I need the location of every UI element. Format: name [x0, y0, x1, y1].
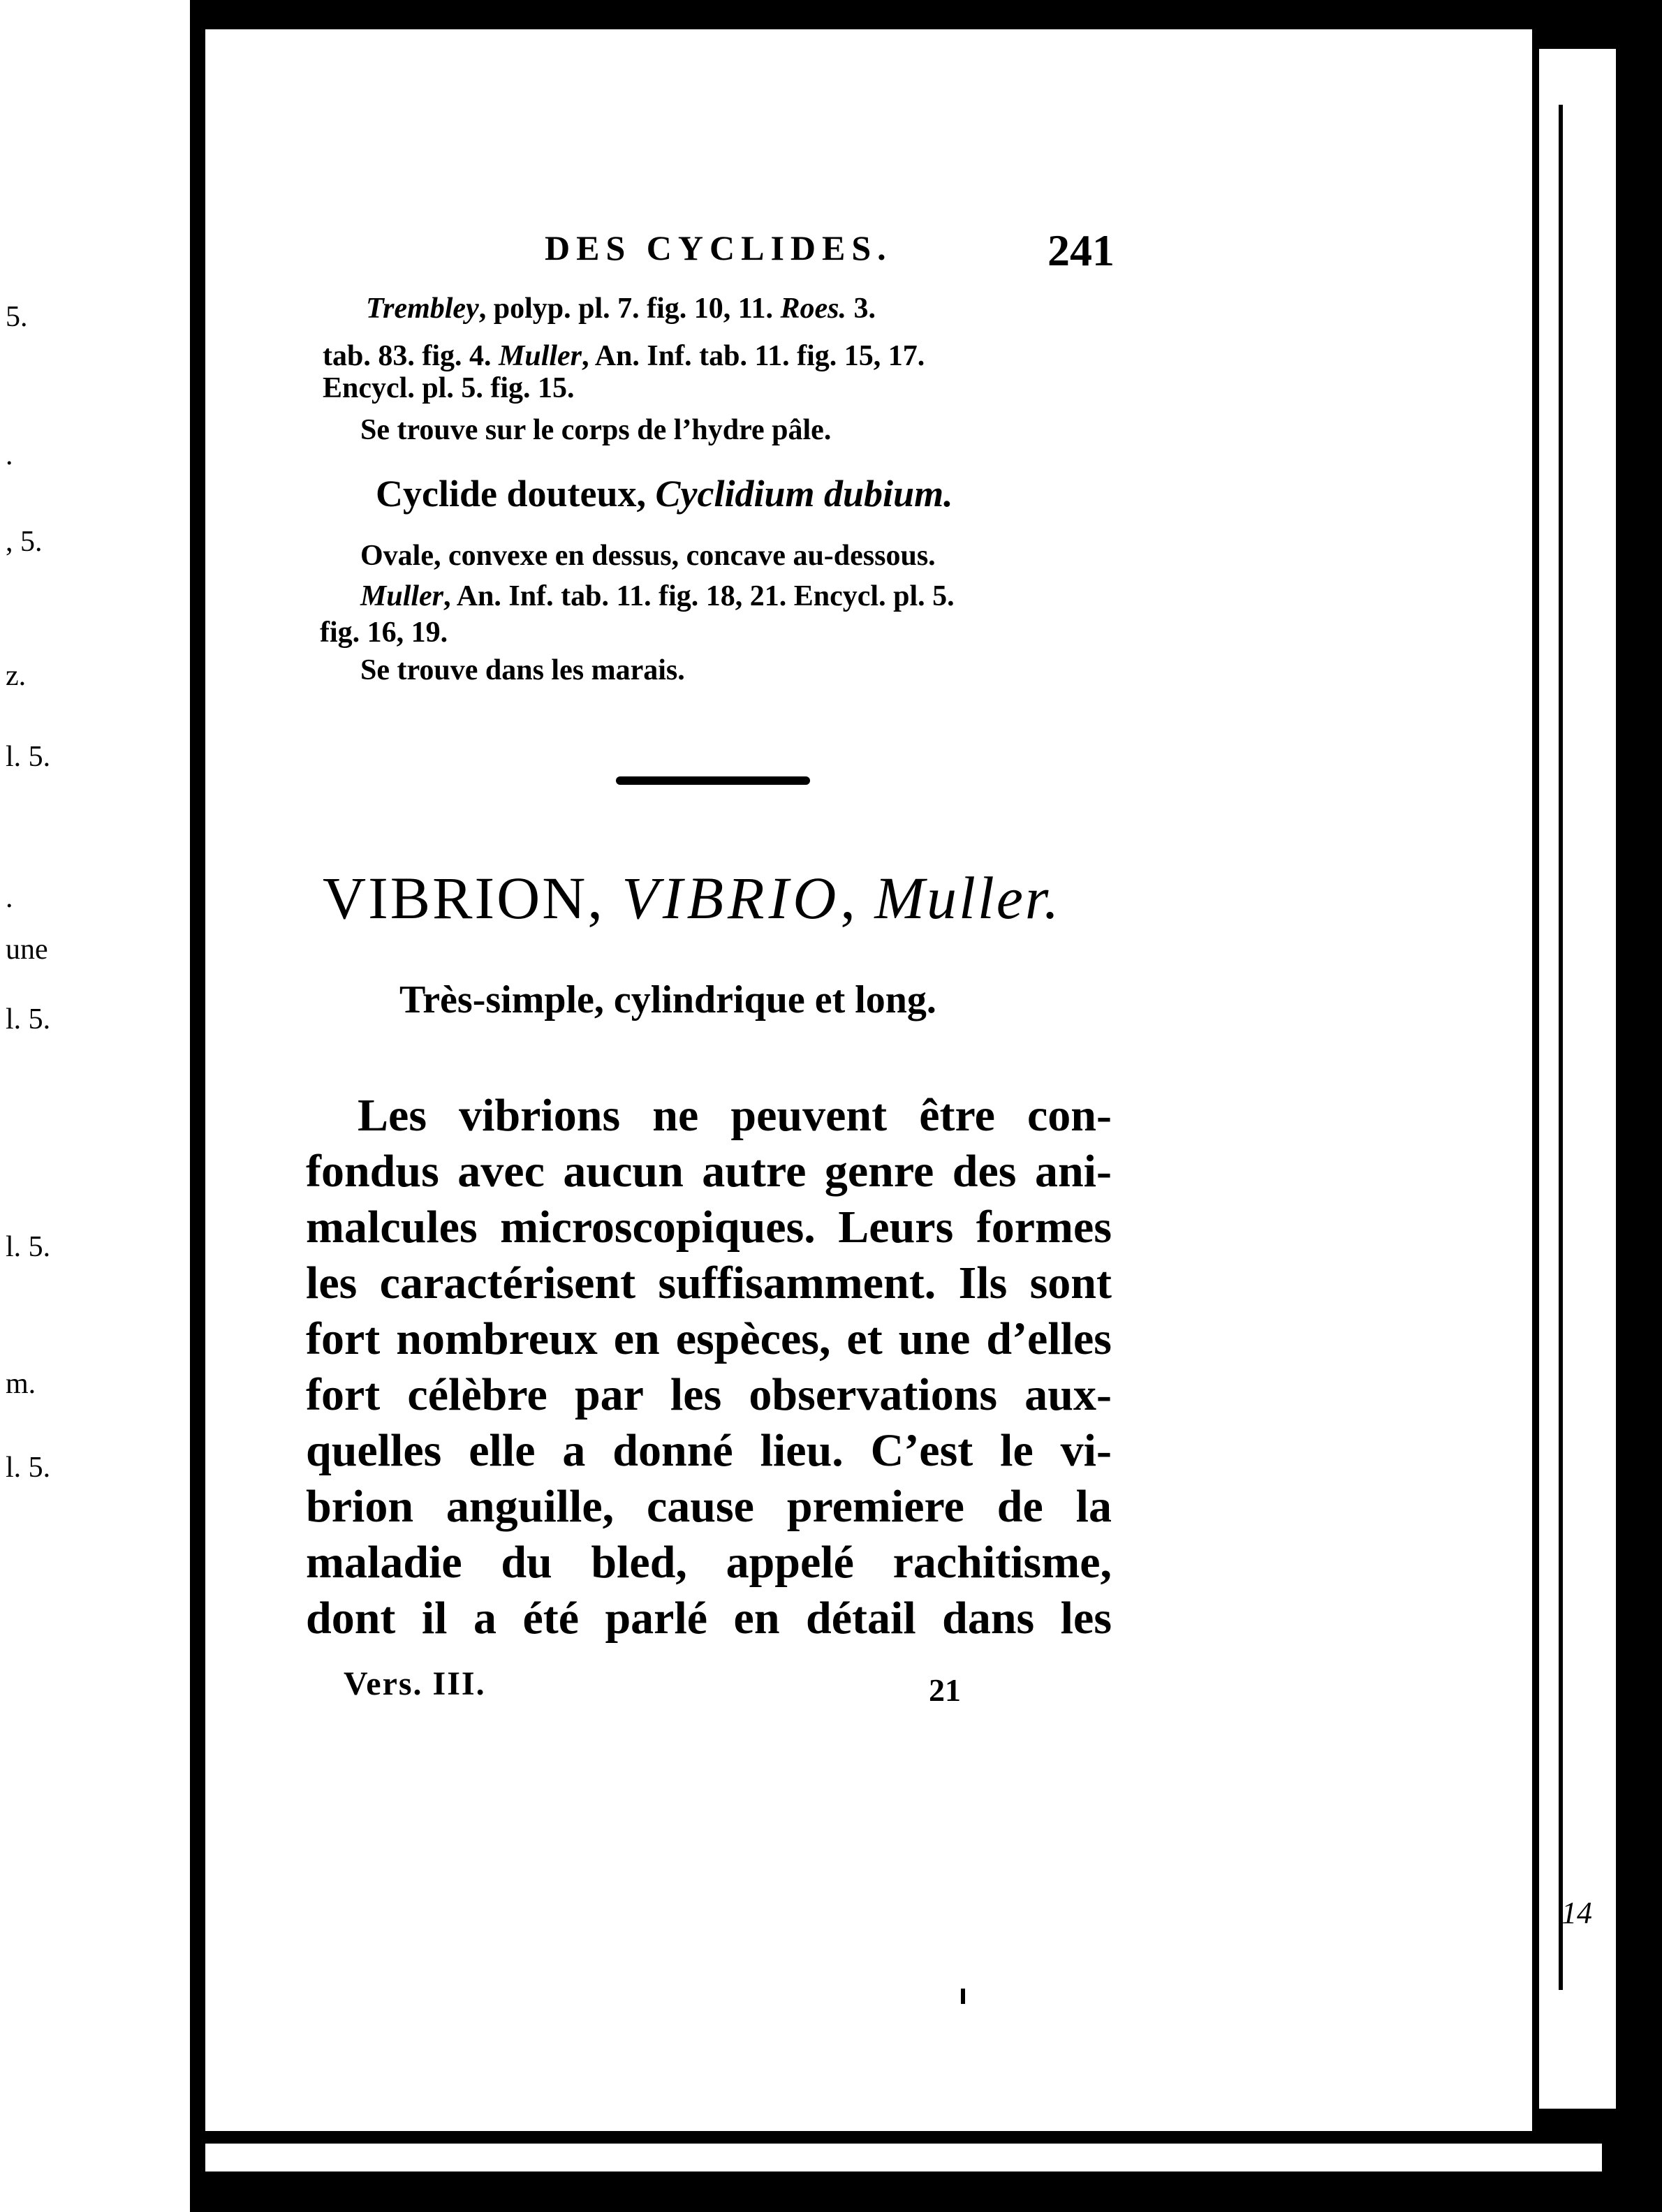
body-line: fort nombreux en espèces, et une d’elles	[306, 1313, 1112, 1364]
left-fragment: l. 5.	[6, 1003, 51, 1035]
species-description: Ovale, convexe en dessus, concave au-dessous.	[360, 540, 936, 572]
left-fragment: , 5.	[6, 526, 43, 558]
signature-line: Vers. III.	[344, 1665, 486, 1702]
body-line: brion anguille, cause premiere de la	[306, 1481, 1112, 1532]
left-fragment: .	[6, 882, 13, 914]
body-line: les caractérisent suffisamment. Ils sont	[306, 1258, 1112, 1308]
left-fragment: une	[6, 934, 48, 966]
body-line: fondus avec aucun autre genre des ani-	[306, 1146, 1112, 1197]
body-line: malcules microscopiques. Leurs formes	[306, 1202, 1112, 1253]
author-name: Muller	[360, 580, 444, 612]
previous-page-sliver	[0, 0, 190, 2212]
reference-line: Trembley, polyp. pl. 7. fig. 10, 11. Roes. 3.	[366, 293, 876, 325]
running-head: DES CYCLIDES.	[545, 228, 892, 267]
ink-speck	[961, 1989, 965, 2004]
habitat-line: Se trouve sur le corps de l’hydre pâle.	[360, 414, 832, 446]
reference-line: fig. 16, 19.	[320, 617, 448, 649]
body-line: quelles elle a donné lieu. C’est le vi-	[306, 1425, 1112, 1476]
reference-line: Muller, An. Inf. tab. 11. fig. 18, 21. Encycl. pl. 5.	[360, 580, 955, 612]
page-edge-line	[1559, 105, 1563, 1990]
author-name: Muller	[499, 340, 582, 372]
genus-diagnosis: Très-simple, cylindrique et long.	[399, 978, 936, 1022]
reference-line: Encycl. pl. 5. fig. 15.	[323, 372, 575, 404]
author-name: Trembley	[366, 293, 479, 325]
handwritten-edge-mark: 14	[1561, 1896, 1592, 1930]
genus-heading: VIBRION, VIBRIO, Muller.	[323, 864, 1061, 931]
left-fragment: l. 5.	[6, 1452, 51, 1484]
left-fragment: .	[6, 439, 13, 471]
left-fragment: l. 5.	[6, 741, 51, 773]
body-line: Les vibrions ne peuvent être con-	[358, 1090, 1112, 1141]
habitat-line: Se trouve dans les marais.	[360, 654, 685, 686]
signature-mark: 21	[929, 1672, 961, 1708]
species-heading: Cyclide douteux, Cyclidium dubium.	[376, 473, 953, 515]
section-rule	[616, 776, 810, 785]
left-fragment: 5.	[6, 301, 28, 333]
page-bottom-edge	[205, 2137, 1602, 2172]
left-fragment: z.	[6, 660, 27, 692]
left-fragment: l. 5.	[6, 1231, 51, 1263]
body-line: maladie du bled, appelé rachitisme,	[306, 1537, 1112, 1588]
author-name: Roes.	[780, 293, 846, 325]
page-number: 241	[1047, 226, 1115, 275]
book-gutter	[190, 0, 205, 2212]
reference-line: tab. 83. fig. 4. Muller, An. Inf. tab. 11. fig. 15, 17.	[323, 340, 925, 372]
body-line: fort célèbre par les observations aux-	[306, 1369, 1112, 1420]
left-fragment: m.	[6, 1368, 36, 1400]
page-edge	[1532, 49, 1616, 2109]
body-line: dont il a été parlé en détail dans les	[306, 1593, 1112, 1644]
